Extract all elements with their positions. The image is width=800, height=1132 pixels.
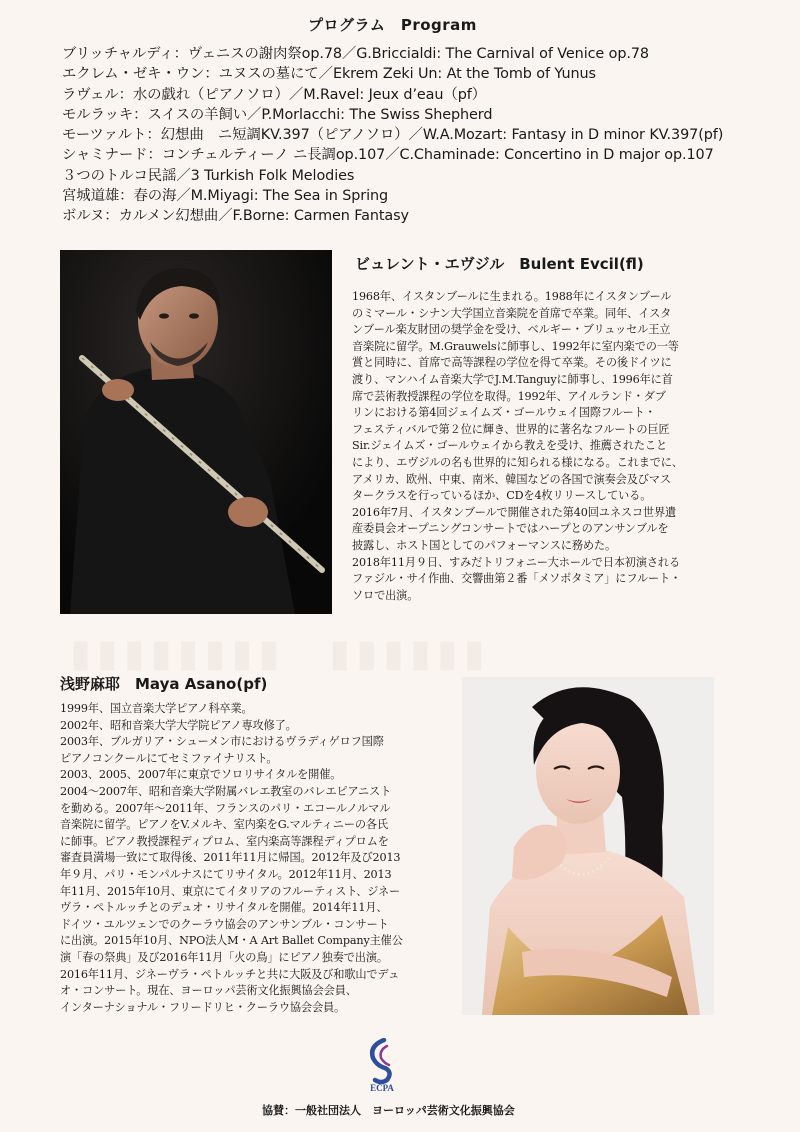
bio-line: 2016年7月、イスタンブールで開催された第40回ユネスコ世界遺 <box>352 505 677 519</box>
program-heading: プログラム Program <box>308 16 477 34</box>
bio-line: 1999年、国立音楽大学ピアノ科卒業。 <box>60 702 253 715</box>
bio-line: ソロで出演。 <box>352 588 419 602</box>
bio-line: により、エヴジルの名も世界的に知られる様になる。これまでに、 <box>352 455 683 469</box>
program-list <box>62 44 723 227</box>
flutist-photo <box>60 250 332 614</box>
program-item: モーツァルト：幻想曲 ニ短調KV.397（ピアノソロ）／W.A.Mozart: Fantasy in D minor KV.397(pf) <box>62 127 724 144</box>
bio-line: ピアノコンクールにてセミファイナリスト。 <box>60 751 278 765</box>
bio-line: 2002年、昭和音楽大学大学院ピアノ専攻修了。 <box>60 718 297 732</box>
bio-line: のミマール・シナン大学国立音楽院を首席で卒業。同年、イスタ <box>352 306 672 320</box>
bio-line: 音楽院に留学。ピアノをV.メルキ、室内楽をG.マルティニーの各氏 <box>60 818 388 832</box>
program-item: エクレム・ゼキ・ウン：ユヌスの墓にて／Ekrem Zeki Un: At the Tomb of Yunus <box>62 66 596 83</box>
bio-line: を勤める。2007年～2011年、フランスのパリ・エコールノルマル <box>60 801 391 815</box>
bio-line: 賞と同時に、首席で高等課程の学位を得て卒業。その後ドイツに <box>352 356 672 370</box>
bio-line: ンブール楽友財団の奨学金を受け、ベルギー・ブリュッセル王立 <box>352 323 671 337</box>
bio-line: Sir.ジェイムズ・ゴールウェイから教えを受け、推薦されたこと <box>352 439 667 453</box>
ecpa-logo-text: ECPA <box>370 1083 394 1093</box>
bio-line: 2016年11月、ジネーヴラ・ペトルッチと共に大阪及び和歌山でデュ <box>60 967 400 981</box>
bio-line: オ・コンサート。現在、ヨーロッパ芸術文化振興協会会員、 <box>60 984 357 998</box>
bio-line: 年９月、パリ・モンパルナスにてリサイタル。2012年11月、2013 <box>60 867 392 881</box>
bio-line: 産委員会オープニングコンサートではハープとのアンサンブルを <box>352 522 669 536</box>
bio-line: 2018年11月９日、すみだトリフォニー大ホールで日本初演される <box>352 555 680 569</box>
bio-line: 2003年、ブルガリア・シューメン市におけるヴラディゲロフ国際 <box>60 735 384 749</box>
pianist-name: 浅野麻耶 Maya Asano(pf) <box>60 675 268 693</box>
program-item: モルラッキ：スイスの羊飼い／P.Morlacchi: The Swiss Shepherd <box>62 106 493 123</box>
flutist-name: ビュレント・エヴジル Bulent Evcil(fl) <box>355 255 644 273</box>
bio-line: ドイツ・ユルツェンでのクーラウ協会のアンサンブル・コンサート <box>60 917 389 931</box>
bio-line: 2004～2007年、昭和音楽大学附属バレエ教室のバレエピアニスト <box>60 784 392 798</box>
bio-line: リンにおける第4回ジェイムズ・ゴールウェイ国際フルート・ <box>352 406 656 420</box>
flutist-bio <box>352 289 683 604</box>
bio-line: 演「春の祭典」及び2016年11月「火の鳥」にピアノ独奏で出演。 <box>60 950 388 964</box>
bio-line: インターナショナル・フリードリヒ・クーラウ協会会員。 <box>60 1000 346 1014</box>
bio-line: 披露し、ホスト国としてのパフォーマンスに務めた。 <box>352 538 617 552</box>
bio-line: 年11月、2015年10月、東京にてイタリアのフルーティスト、ジネー <box>60 884 401 898</box>
bio-line: 渡り、マンハイム音楽大学でJ.M.Tanguyに師事し、1996年に首 <box>352 372 673 386</box>
program-item: ラヴェル：水の戯れ（ピアノソロ）／M.Ravel: Jeux d’eau（pf） <box>62 86 486 103</box>
program-item: ブリッチャルディ：ヴェニスの謝肉祭op.78／G.Briccialdi: The Carnival of Venice op.78 <box>62 46 649 62</box>
bio-line: に師事。ピアノ教授課程ディプロム、室内楽高等課程ディプロムを <box>60 834 389 848</box>
program-item: ３つのトルコ民謡／3 Turkish Folk Melodies <box>62 167 355 184</box>
bio-line: フェスティバルで第２位に輝き、世界的に著名なフルートの巨匠 <box>352 422 670 436</box>
ecpa-logo <box>361 1038 403 1093</box>
bio-line: ファジル・サイ作曲、交響曲第２番「メソポタミア」にフルート・ <box>352 572 682 586</box>
pianist-photo <box>462 677 714 1015</box>
bio-line: ヴラ・ペトルッチとのデュオ・リサイタルを開催。2014年11月、 <box>60 901 388 915</box>
program-item: ボルヌ：カルメン幻想曲／F.Borne: Carmen Fantasy <box>62 208 409 225</box>
pianist-bio <box>60 701 403 1016</box>
bio-line: 2003、2005、2007年に東京でソロリサイタルを開催。 <box>60 768 342 782</box>
faint-background-mark: ▮▮▮▮▮▮▮▮ ▮▮▮▮▮▮ <box>70 631 491 675</box>
bio-line: 1968年、イスタンブールに生まれる。1988年にイスタンブール <box>352 290 672 303</box>
bio-line: アメリカ、欧州、中東、南米、韓国などの各国で演奏会及びマス <box>352 472 671 486</box>
bio-line: に出演。2015年10月、NPO法人M・A Art Ballet Company主催公 <box>60 934 403 948</box>
bio-line: 審査員満場一致にて取得後、2011年11月に帰国。2012年及び2013 <box>60 851 401 865</box>
bio-line: タークラスを行っているほか、CDを4枚リリースしている。 <box>352 489 652 503</box>
bio-line: 音楽院に留学。M.Grauwelsに師事し、1992年に室内楽での一等 <box>352 339 679 353</box>
bio-line: 席で芸術教授課程の学位を取得。1992年、アイルランド・ダブ <box>352 389 666 403</box>
sponsor-credit: 協賛：一般社団法人 ヨーロッパ芸術文化振興協会 <box>262 1104 515 1117</box>
program-item: 宮城道雄：春の海／M.Miyagi: The Sea in Spring <box>62 188 389 205</box>
program-item: シャミナード：コンチェルティーノ ニ長調op.107／C.Chaminade: Concertino in D major op.107 <box>62 147 714 164</box>
